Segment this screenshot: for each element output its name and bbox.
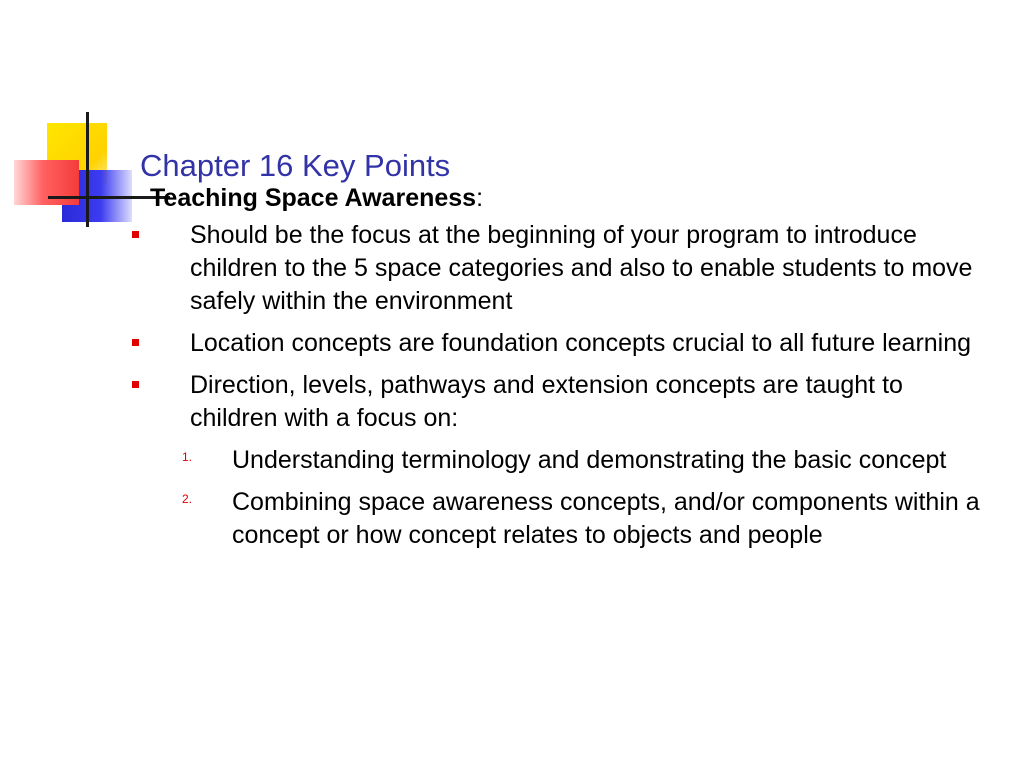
numbered-item-text: Understanding terminology and demonstrating the basic concept <box>232 446 947 474</box>
bullet-text: Location concepts are foundation concepts crucial to all future learning <box>190 329 972 357</box>
subheading-suffix: : <box>476 184 484 212</box>
square-bullet-icon <box>132 339 139 346</box>
bullet-item <box>150 219 980 318</box>
numbered-item <box>182 486 980 552</box>
subheading-bold: Teaching Space Awareness <box>150 184 477 212</box>
slide-title: Chapter 16 Key Points <box>140 148 451 183</box>
square-bullet-icon <box>132 381 139 388</box>
bullet-item <box>150 369 980 552</box>
bullet-list <box>150 219 980 552</box>
decorative-logo-icon <box>0 0 170 240</box>
bullet-item <box>150 327 980 360</box>
number-marker: 1. <box>182 450 193 464</box>
numbered-sublist <box>182 444 980 552</box>
numbered-item <box>182 444 980 477</box>
numbered-item-text: Combining space awareness concepts, and/or components within a concept or how concept relates to objects and people <box>232 488 980 549</box>
subheading <box>150 182 980 215</box>
slide-body <box>150 182 980 561</box>
square-bullet-icon <box>132 231 139 238</box>
bullet-text: Direction, levels, pathways and extension concepts are taught to children with a focus on: <box>190 371 903 432</box>
number-marker: 2. <box>182 492 193 506</box>
vertical-line-shape <box>86 112 89 227</box>
bullet-text: Should be the focus at the beginning of your program to introduce children to the 5 space categories and also to enable students to move safely within the environment <box>190 221 973 315</box>
